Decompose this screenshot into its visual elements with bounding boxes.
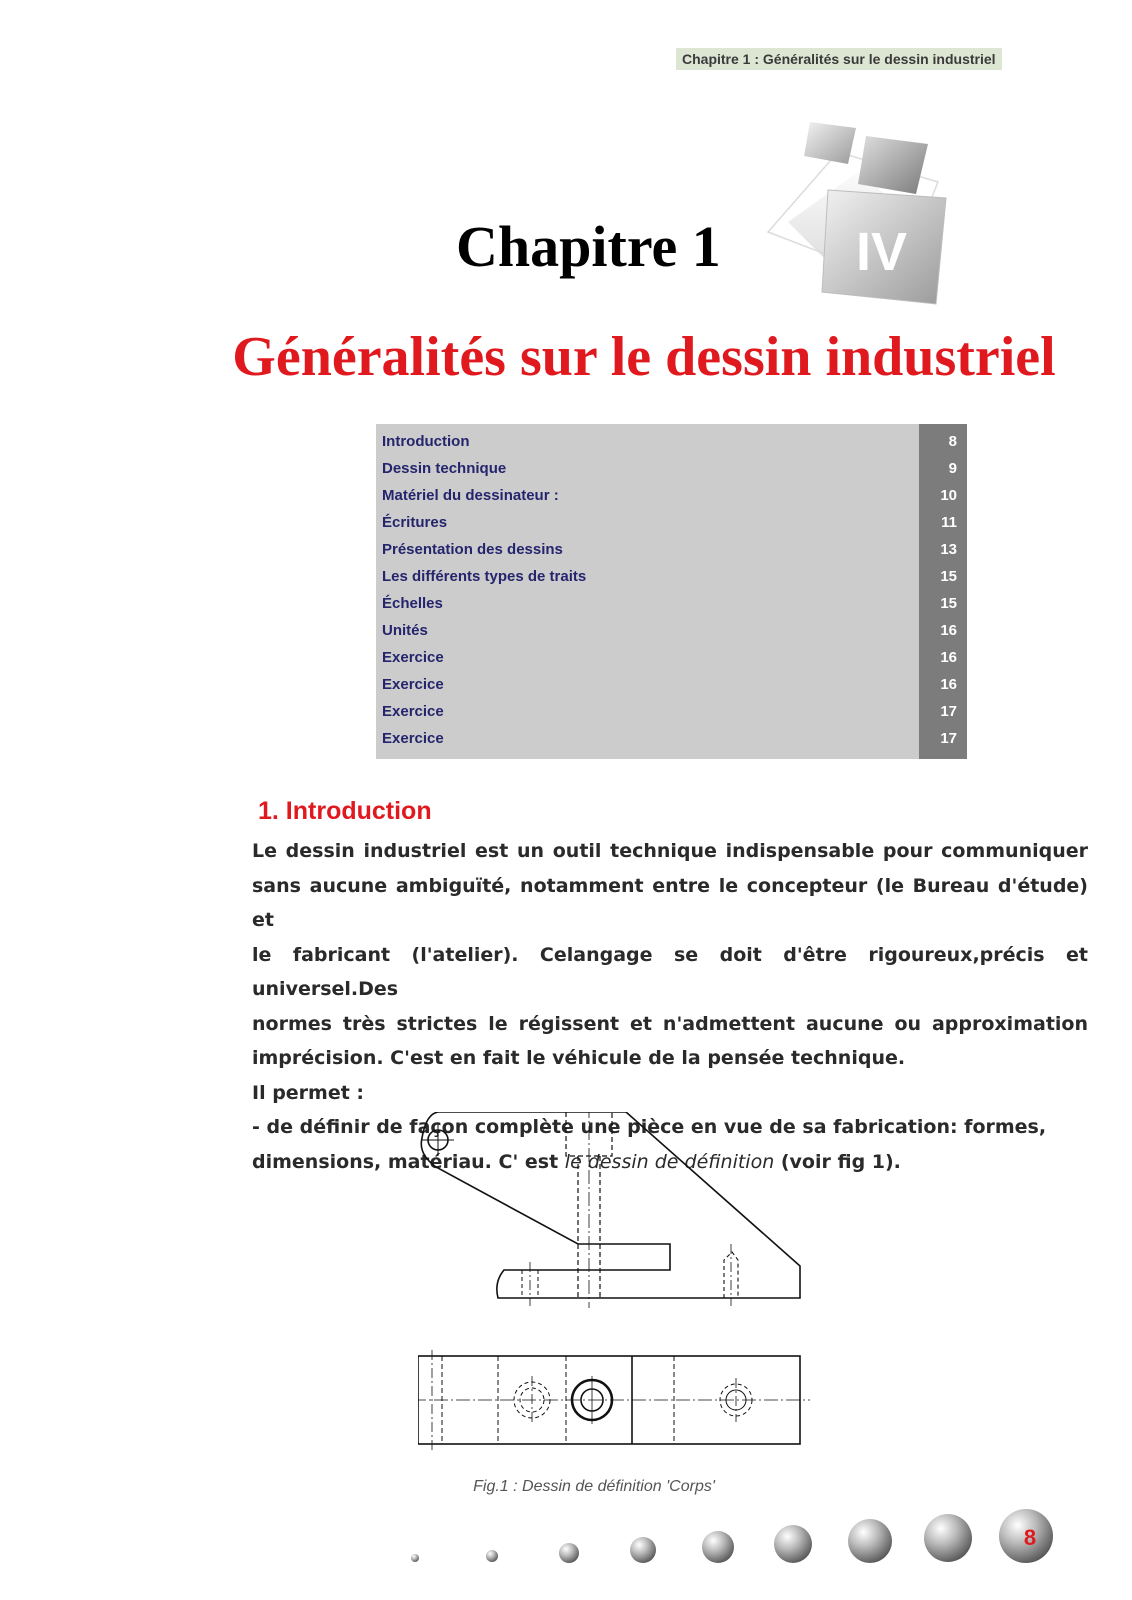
paragraph-line: imprécision. C'est en fait le véhicule de la pensée technique. [252, 1047, 906, 1069]
last-line-end: (voir fig 1). [774, 1150, 901, 1173]
toc-page: 8 [948, 433, 957, 450]
toc-label: Écritures [382, 514, 448, 531]
toc-label: Introduction [382, 433, 470, 450]
page-number: 8 [1023, 1525, 1037, 1550]
figure-caption: Fig.1 : Dessin de définition 'Corps' [473, 1478, 715, 1495]
section-heading: 1. Introduction [258, 797, 432, 825]
toc-label: Présentation des dessins [382, 541, 563, 558]
toc-row[interactable] [376, 671, 967, 698]
toc-page: 15 [940, 568, 957, 585]
toc-page: 17 [940, 703, 957, 720]
paragraph-line: Il permet : [252, 1081, 365, 1104]
toc-label: Unités [382, 622, 428, 639]
toc-page: 16 [940, 649, 957, 666]
toc-row[interactable] [376, 644, 967, 671]
definition-term: le dessin de définition [564, 1150, 775, 1173]
front-view [421, 1112, 800, 1308]
technical-drawing-figure [418, 1112, 828, 1462]
toc-row[interactable] [376, 509, 967, 536]
toc-label: Matériel du dessinateur : [382, 487, 559, 504]
paragraph-line: Le dessin industriel est un outil technique indispensable pour communiquer [252, 840, 1088, 862]
toc-row[interactable] [376, 617, 967, 644]
toc-page: 10 [940, 487, 957, 504]
toc-page: 9 [948, 460, 957, 477]
toc-label: Exercice [382, 703, 444, 720]
toc-page: 17 [940, 730, 957, 747]
paragraph-line: - de définir de façon complète une pièce en vue de sa fabrication: formes, [252, 1116, 1047, 1138]
chapter-title: Chapitre 1 [456, 214, 721, 279]
toc-label: Dessin technique [382, 460, 507, 477]
chapter-badge: IV [856, 222, 908, 282]
toc-row[interactable] [376, 428, 967, 455]
toc-page: 13 [940, 541, 957, 558]
paragraph-line: sans aucune ambiguïté, notamment entre le concepteur (le Bureau d'étude) et [252, 874, 1088, 931]
toc-page: 15 [940, 595, 957, 612]
toc-label: Exercice [382, 676, 444, 693]
toc-label: Exercice [382, 649, 444, 666]
toc-row[interactable] [376, 536, 967, 563]
toc-label: Les différents types de traits [382, 568, 587, 585]
decorative-spheres [0, 1500, 1132, 1600]
toc-page: 11 [941, 514, 957, 531]
toc-row[interactable] [376, 482, 967, 509]
toc-row[interactable] [376, 698, 967, 725]
toc-label: Échelles [382, 595, 443, 612]
top-view [418, 1350, 810, 1450]
toc-page: 16 [940, 622, 957, 639]
chapter-subtitle: Généralités sur le dessin industriel [232, 326, 1056, 388]
toc-label: Exercice [382, 730, 444, 747]
last-line-start: dimensions, matériau. C' est [252, 1150, 565, 1173]
table-of-contents [376, 424, 967, 759]
running-header: Chapitre 1 : Généralités sur le dessin industriel [676, 48, 1002, 70]
toc-row[interactable] [376, 455, 967, 482]
paragraph-line: le fabricant (l'atelier). Celangage se doit d'être rigoureux,précis et universel.Des [252, 943, 1088, 1000]
toc-row[interactable] [376, 563, 967, 590]
toc-row[interactable] [376, 590, 967, 617]
toc-page: 16 [940, 676, 957, 693]
chapter-decoration-graphic [748, 112, 978, 322]
toc-row[interactable] [376, 725, 967, 752]
paragraph-line: normes très strictes le régissent et n'admettent aucune ou approximation [252, 1012, 1088, 1035]
